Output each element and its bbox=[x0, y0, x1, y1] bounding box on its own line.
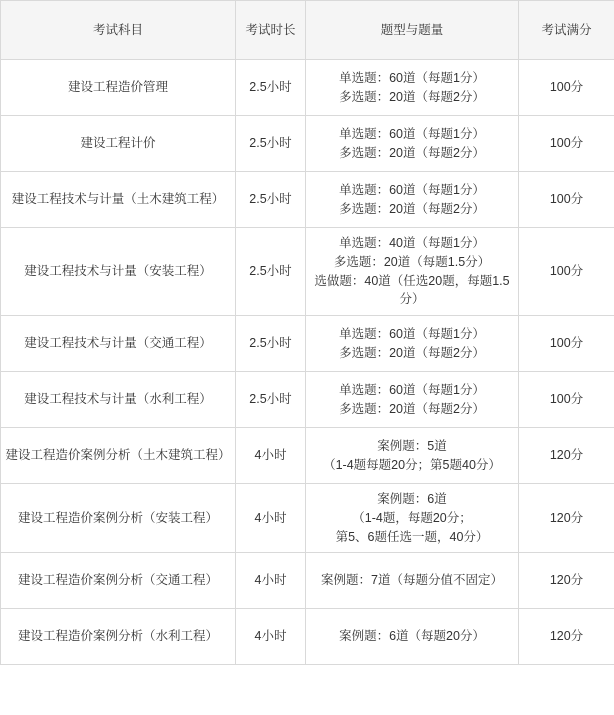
question-line: 案例题：6道 bbox=[377, 492, 447, 506]
cell-total-score: 120分 bbox=[519, 428, 614, 484]
cell-duration: 2.5小时 bbox=[236, 372, 306, 428]
table-row bbox=[1, 372, 614, 428]
column-header-question-types: 题型与题量 bbox=[306, 1, 519, 60]
question-line: 案例题：5道 bbox=[377, 438, 447, 453]
column-header-total-score: 考试满分 bbox=[519, 1, 614, 60]
cell-subject: 建设工程造价案例分析（安装工程） bbox=[1, 484, 236, 553]
cell-subject: 建设工程技术与计量（水利工程） bbox=[1, 372, 236, 428]
table-header-row bbox=[1, 1, 614, 60]
cell-duration: 2.5小时 bbox=[236, 116, 306, 172]
cell-question-types bbox=[306, 484, 519, 553]
question-line: （1-4题，每题20分； bbox=[352, 510, 472, 525]
question-line: 选做题：40道（任选20题，每题1.5分） bbox=[314, 273, 510, 307]
table-row bbox=[1, 316, 614, 372]
question-line: 多选题：20道（每题2分） bbox=[339, 345, 485, 360]
table-body bbox=[1, 60, 614, 665]
question-line: 多选题：20道（每题1.5分） bbox=[333, 254, 491, 269]
cell-duration: 4小时 bbox=[236, 609, 306, 665]
cell-question-types bbox=[306, 172, 519, 228]
cell-question-types bbox=[306, 553, 519, 609]
cell-question-types bbox=[306, 428, 519, 484]
cell-question-types bbox=[306, 372, 519, 428]
question-line: 第5、6题任选一题，40分） bbox=[335, 529, 489, 544]
question-line: （1-4题每题20分；第5题40分） bbox=[323, 457, 501, 472]
cell-duration: 2.5小时 bbox=[236, 228, 306, 316]
cell-total-score: 100分 bbox=[519, 316, 614, 372]
cell-subject: 建设工程技术与计量（安装工程） bbox=[1, 228, 236, 316]
question-line: 单选题：60道（每题1分） bbox=[339, 326, 485, 341]
table-row bbox=[1, 228, 614, 316]
cell-duration: 4小时 bbox=[236, 428, 306, 484]
cell-subject: 建设工程造价案例分析（土木建筑工程） bbox=[1, 428, 236, 484]
question-line: 案例题：7道（每题分值不固定） bbox=[321, 573, 503, 588]
table-row bbox=[1, 116, 614, 172]
cell-duration: 4小时 bbox=[236, 484, 306, 553]
cell-total-score: 120分 bbox=[519, 553, 614, 609]
question-line: 单选题：60道（每题1分） bbox=[339, 70, 485, 85]
table-row bbox=[1, 553, 614, 609]
table-row bbox=[1, 609, 614, 665]
column-header-duration: 考试时长 bbox=[236, 1, 306, 60]
column-header-subject: 考试科目 bbox=[1, 1, 236, 60]
cell-duration: 2.5小时 bbox=[236, 172, 306, 228]
cell-total-score: 120分 bbox=[519, 609, 614, 665]
table-header bbox=[1, 1, 614, 60]
cell-question-types bbox=[306, 316, 519, 372]
table-row bbox=[1, 428, 614, 484]
cell-total-score: 100分 bbox=[519, 372, 614, 428]
cell-duration: 4小时 bbox=[236, 553, 306, 609]
cell-duration: 2.5小时 bbox=[236, 316, 306, 372]
question-line: 单选题：60道（每题1分） bbox=[339, 382, 485, 397]
cell-subject: 建设工程造价管理 bbox=[1, 60, 236, 116]
cell-question-types bbox=[306, 609, 519, 665]
question-line: 单选题：40道（每题1分） bbox=[339, 236, 485, 250]
question-line: 单选题：60道（每题1分） bbox=[339, 126, 485, 141]
cell-subject: 建设工程技术与计量（土木建筑工程） bbox=[1, 172, 236, 228]
cell-total-score: 100分 bbox=[519, 172, 614, 228]
cell-question-types bbox=[306, 116, 519, 172]
cell-total-score: 100分 bbox=[519, 116, 614, 172]
cell-question-types bbox=[306, 60, 519, 116]
cell-subject: 建设工程造价案例分析（水利工程） bbox=[1, 609, 236, 665]
cell-question-types bbox=[306, 228, 519, 316]
cell-subject: 建设工程技术与计量（交通工程） bbox=[1, 316, 236, 372]
cell-total-score: 100分 bbox=[519, 228, 614, 316]
cell-total-score: 120分 bbox=[519, 484, 614, 553]
question-line: 多选题：20道（每题2分） bbox=[339, 89, 485, 104]
table-row bbox=[1, 60, 614, 116]
cell-duration: 2.5小时 bbox=[236, 60, 306, 116]
question-line: 多选题：20道（每题2分） bbox=[339, 201, 485, 216]
cell-total-score: 100分 bbox=[519, 60, 614, 116]
table-row bbox=[1, 484, 614, 553]
question-line: 多选题：20道（每题2分） bbox=[339, 401, 485, 416]
cell-subject: 建设工程造价案例分析（交通工程） bbox=[1, 553, 236, 609]
table-row bbox=[1, 172, 614, 228]
question-line: 多选题：20道（每题2分） bbox=[339, 145, 485, 160]
question-line: 案例题：6道（每题20分） bbox=[339, 629, 485, 644]
question-line: 单选题：60道（每题1分） bbox=[339, 182, 485, 197]
cell-subject: 建设工程计价 bbox=[1, 116, 236, 172]
